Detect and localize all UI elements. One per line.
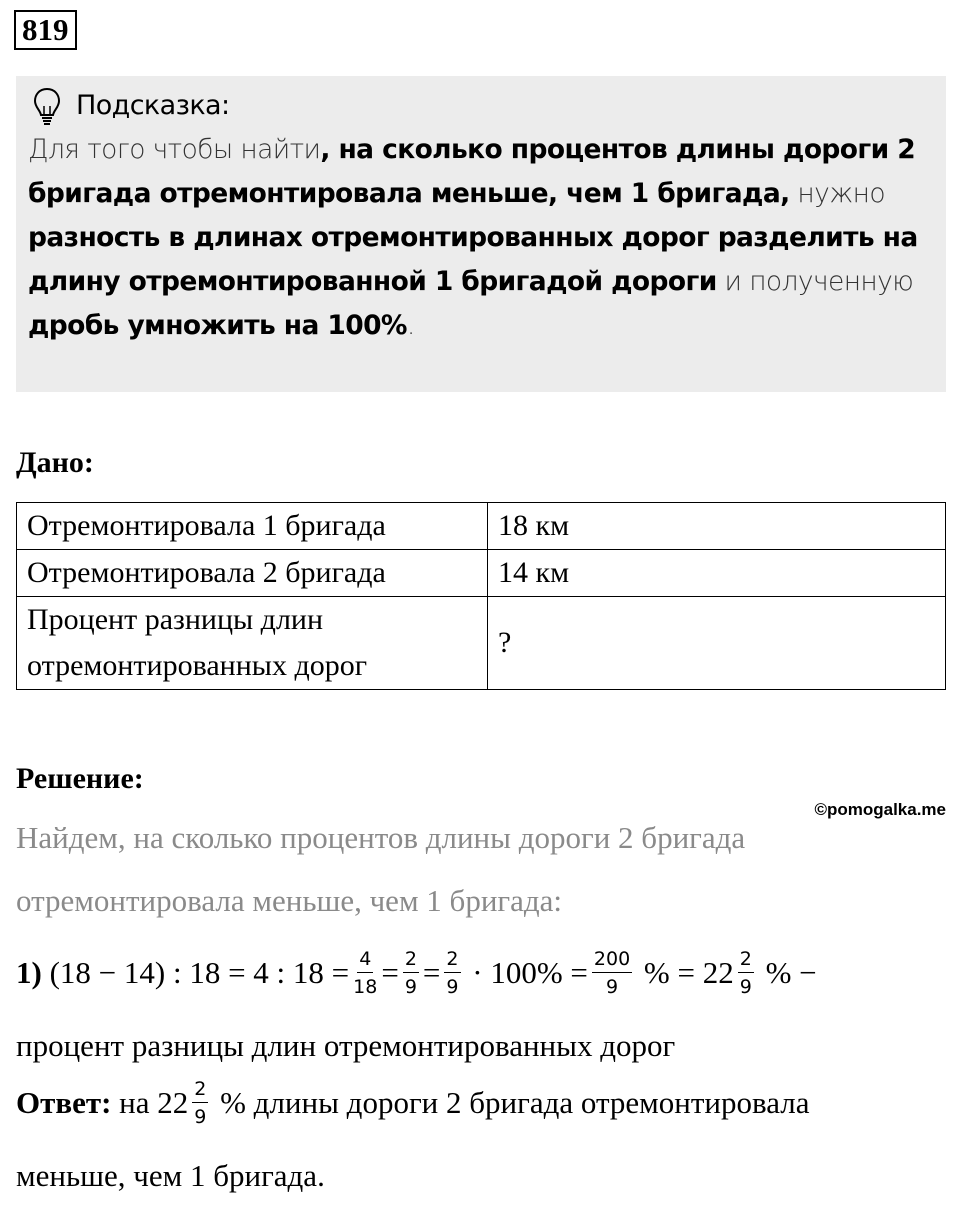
hint-box — [16, 76, 946, 392]
table-cell-label-line: Процент разницы длин — [27, 603, 324, 636]
fraction-numerator: 2 — [403, 948, 419, 973]
fraction — [403, 948, 419, 998]
watermark: ©pomogalka.me — [814, 800, 946, 819]
table-cell-label-line: отремонтированных дорог — [27, 649, 368, 682]
hint-segment-bold: разность в длинах отремонтированных дорог разделить на длину отремонтированной 1 бригадой дороги — [28, 222, 918, 297]
fraction-numerator: 4 — [357, 948, 373, 973]
fraction-numerator: 2 — [444, 948, 460, 973]
step-label: 1) — [16, 955, 42, 990]
fraction-denominator: 9 — [739, 976, 752, 998]
hint-title: Подсказка: — [76, 90, 230, 121]
hint-header — [32, 84, 934, 128]
fraction-numerator: 2 — [738, 948, 754, 973]
fraction — [192, 1078, 208, 1128]
table-cell-value: ? — [488, 597, 946, 690]
step-expression: % = 22 — [636, 955, 734, 990]
fraction — [738, 948, 754, 998]
given-table — [16, 502, 946, 690]
solution-step — [16, 938, 956, 1008]
table-row — [17, 503, 946, 550]
hint-segment: нужно — [789, 178, 886, 209]
fraction — [353, 948, 377, 998]
table-row — [17, 550, 946, 597]
answer-line-2: меньше, чем 1 бригада. — [16, 1158, 325, 1193]
answer-text: на 22 — [111, 1085, 189, 1120]
lightbulb-icon — [32, 86, 62, 126]
solution-title: Решение: — [16, 762, 144, 795]
fraction-numerator: 2 — [192, 1078, 208, 1103]
fraction — [592, 948, 632, 998]
hint-segment: . — [406, 310, 415, 341]
fraction-numerator: 200 — [592, 948, 632, 973]
equals-sign: = — [422, 955, 441, 990]
step-caption: процент разницы длин отремонтированных дорог — [16, 1028, 676, 1063]
table-cell-label: Отремонтировала 1 бригада — [17, 503, 488, 550]
step-expression: (18 − 14) : 18 = 4 : 18 = — [41, 955, 350, 990]
table-cell-label — [17, 597, 488, 690]
fraction-denominator: 9 — [194, 1106, 207, 1128]
table-cell-value: 14 км — [488, 550, 946, 597]
fraction-denominator: 9 — [605, 976, 619, 998]
fraction-denominator: 9 — [404, 976, 417, 998]
given-title: Дано: — [16, 446, 94, 479]
solution-intro-line: отремонтировала меньше, чем 1 бригада: — [16, 883, 563, 918]
fraction-denominator: 9 — [446, 976, 459, 998]
problem-number: 819 — [14, 10, 77, 50]
step-expression: · 100% = — [464, 955, 588, 990]
hint-text — [28, 128, 934, 348]
hint-segment-bold: , на сколько процентов длины дороги 2 бригада отремонтировала меньше, чем 1 бригада, — [28, 134, 916, 209]
step-expression: % − — [757, 955, 817, 990]
table-cell-value: 18 км — [488, 503, 946, 550]
hint-segment: Для того чтобы найти — [28, 134, 321, 165]
hint-segment-bold: дробь умножить на 100% — [28, 310, 407, 341]
answer-line — [16, 1068, 956, 1138]
solution-intro-line: Найдем, на сколько процентов длины дороги 2 бригада — [16, 820, 746, 855]
table-row — [17, 597, 946, 690]
hint-segment: и полученную — [716, 266, 914, 297]
fraction-denominator: 18 — [353, 976, 378, 998]
table-cell-label: Отремонтировала 2 бригада — [17, 550, 488, 597]
fraction — [444, 948, 460, 998]
answer-label: Ответ: — [16, 1085, 112, 1120]
equals-sign: = — [381, 955, 399, 990]
answer-text: % длины дороги 2 бригада отремонтировала — [212, 1085, 810, 1120]
